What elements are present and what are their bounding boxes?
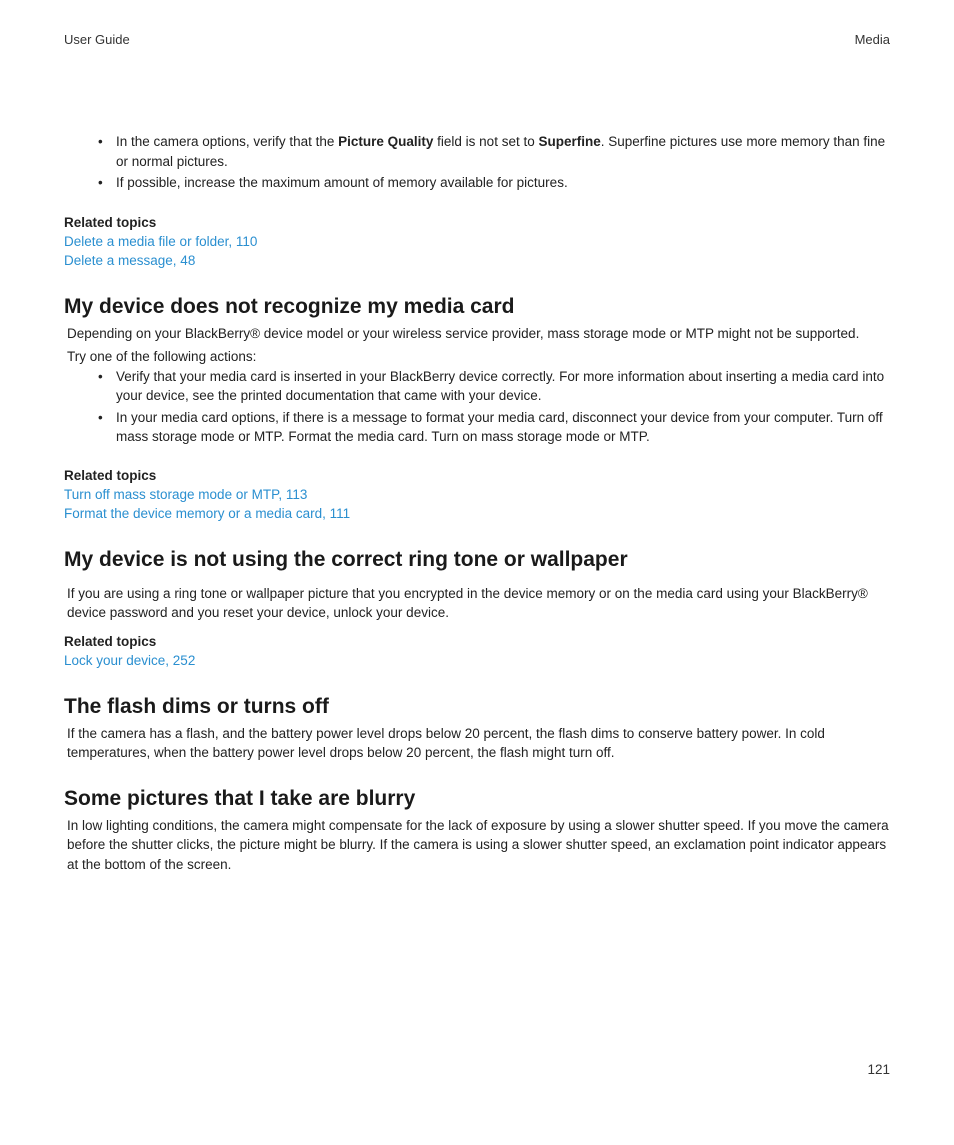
list-item: • In the camera options, verify that the Picture Quality field is not set to Superfine. Superfine pictures use more memory than fine or normal pictures. (98, 134, 886, 169)
related-link[interactable]: Turn off mass storage mode or MTP, 113 (64, 486, 308, 502)
ui-term: Superfine (538, 134, 601, 149)
paragraph: Depending on your BlackBerry® device model or your wireless service provider, mass storage mode or MTP might not be supported. (67, 325, 860, 341)
related-topics-title: Related topics (64, 633, 157, 649)
header-guide-title: User Guide (64, 32, 130, 47)
bullet-list (98, 367, 892, 447)
bullet-icon: • (98, 134, 103, 149)
section-heading: My device does not recognize my media card (64, 294, 515, 318)
related-topics-title: Related topics (64, 467, 157, 483)
page-number: 121 (867, 1062, 890, 1077)
related-topics (64, 213, 892, 270)
bullet-icon: • (98, 368, 103, 384)
related-link[interactable]: Lock your device, 252 (64, 652, 196, 668)
header-section-title: Media (854, 32, 890, 47)
ui-term: Picture Quality (338, 134, 434, 149)
bullet-icon: • (98, 409, 103, 425)
paragraph: In low lighting conditions, the camera might compensate for the lack of exposure by using a slower shutter speed. If you move the camera before the shutter clicks, the picture might be blurry. If the camera is using a slower shutter speed, an exclamation point indicator appears at the bottom of the screen. (67, 817, 889, 872)
bullet-list (98, 132, 892, 193)
paragraph: If the camera has a flash, and the battery power level drops below 20 percent, the flash dims to conserve battery power. In cold temperatures, when the battery power level drops below 20 percent, the flash might turn off. (67, 725, 825, 760)
main-content (64, 132, 892, 874)
related-topics-title: Related topics (64, 214, 157, 230)
related-topics (64, 632, 892, 670)
related-link[interactable]: Format the device memory or a media card, 111 (64, 505, 351, 521)
list-item: • Verify that your media card is inserted in your BlackBerry device correctly. For more information about inserting a media card into your device, see the printed documentation that came with your device. (98, 368, 885, 403)
related-link[interactable]: Delete a media file or folder, 110 (64, 233, 258, 249)
section-heading: My device is not using the correct ring tone or wallpaper (64, 547, 628, 571)
bullet-icon: • (98, 175, 103, 190)
related-link[interactable]: Delete a message, 48 (64, 252, 196, 268)
list-item: • If possible, increase the maximum amount of memory available for pictures. (98, 173, 892, 193)
section-heading: The flash dims or turns off (64, 694, 329, 718)
paragraph: Try one of the following actions: (67, 349, 257, 364)
related-topics (64, 466, 892, 523)
section-heading: Some pictures that I take are blurry (64, 786, 416, 810)
list-item: • In your media card options, if there is a message to format your media card, disconnect your device from your computer. Turn off mass storage mode or MTP. Format the media card. Turn on mass storage mode or MTP. (98, 409, 883, 444)
paragraph: If you are using a ring tone or wallpaper picture that you encrypted in the device memory or on the media card using your BlackBerry® device password and you reset your device, unlock your device. (67, 585, 868, 620)
